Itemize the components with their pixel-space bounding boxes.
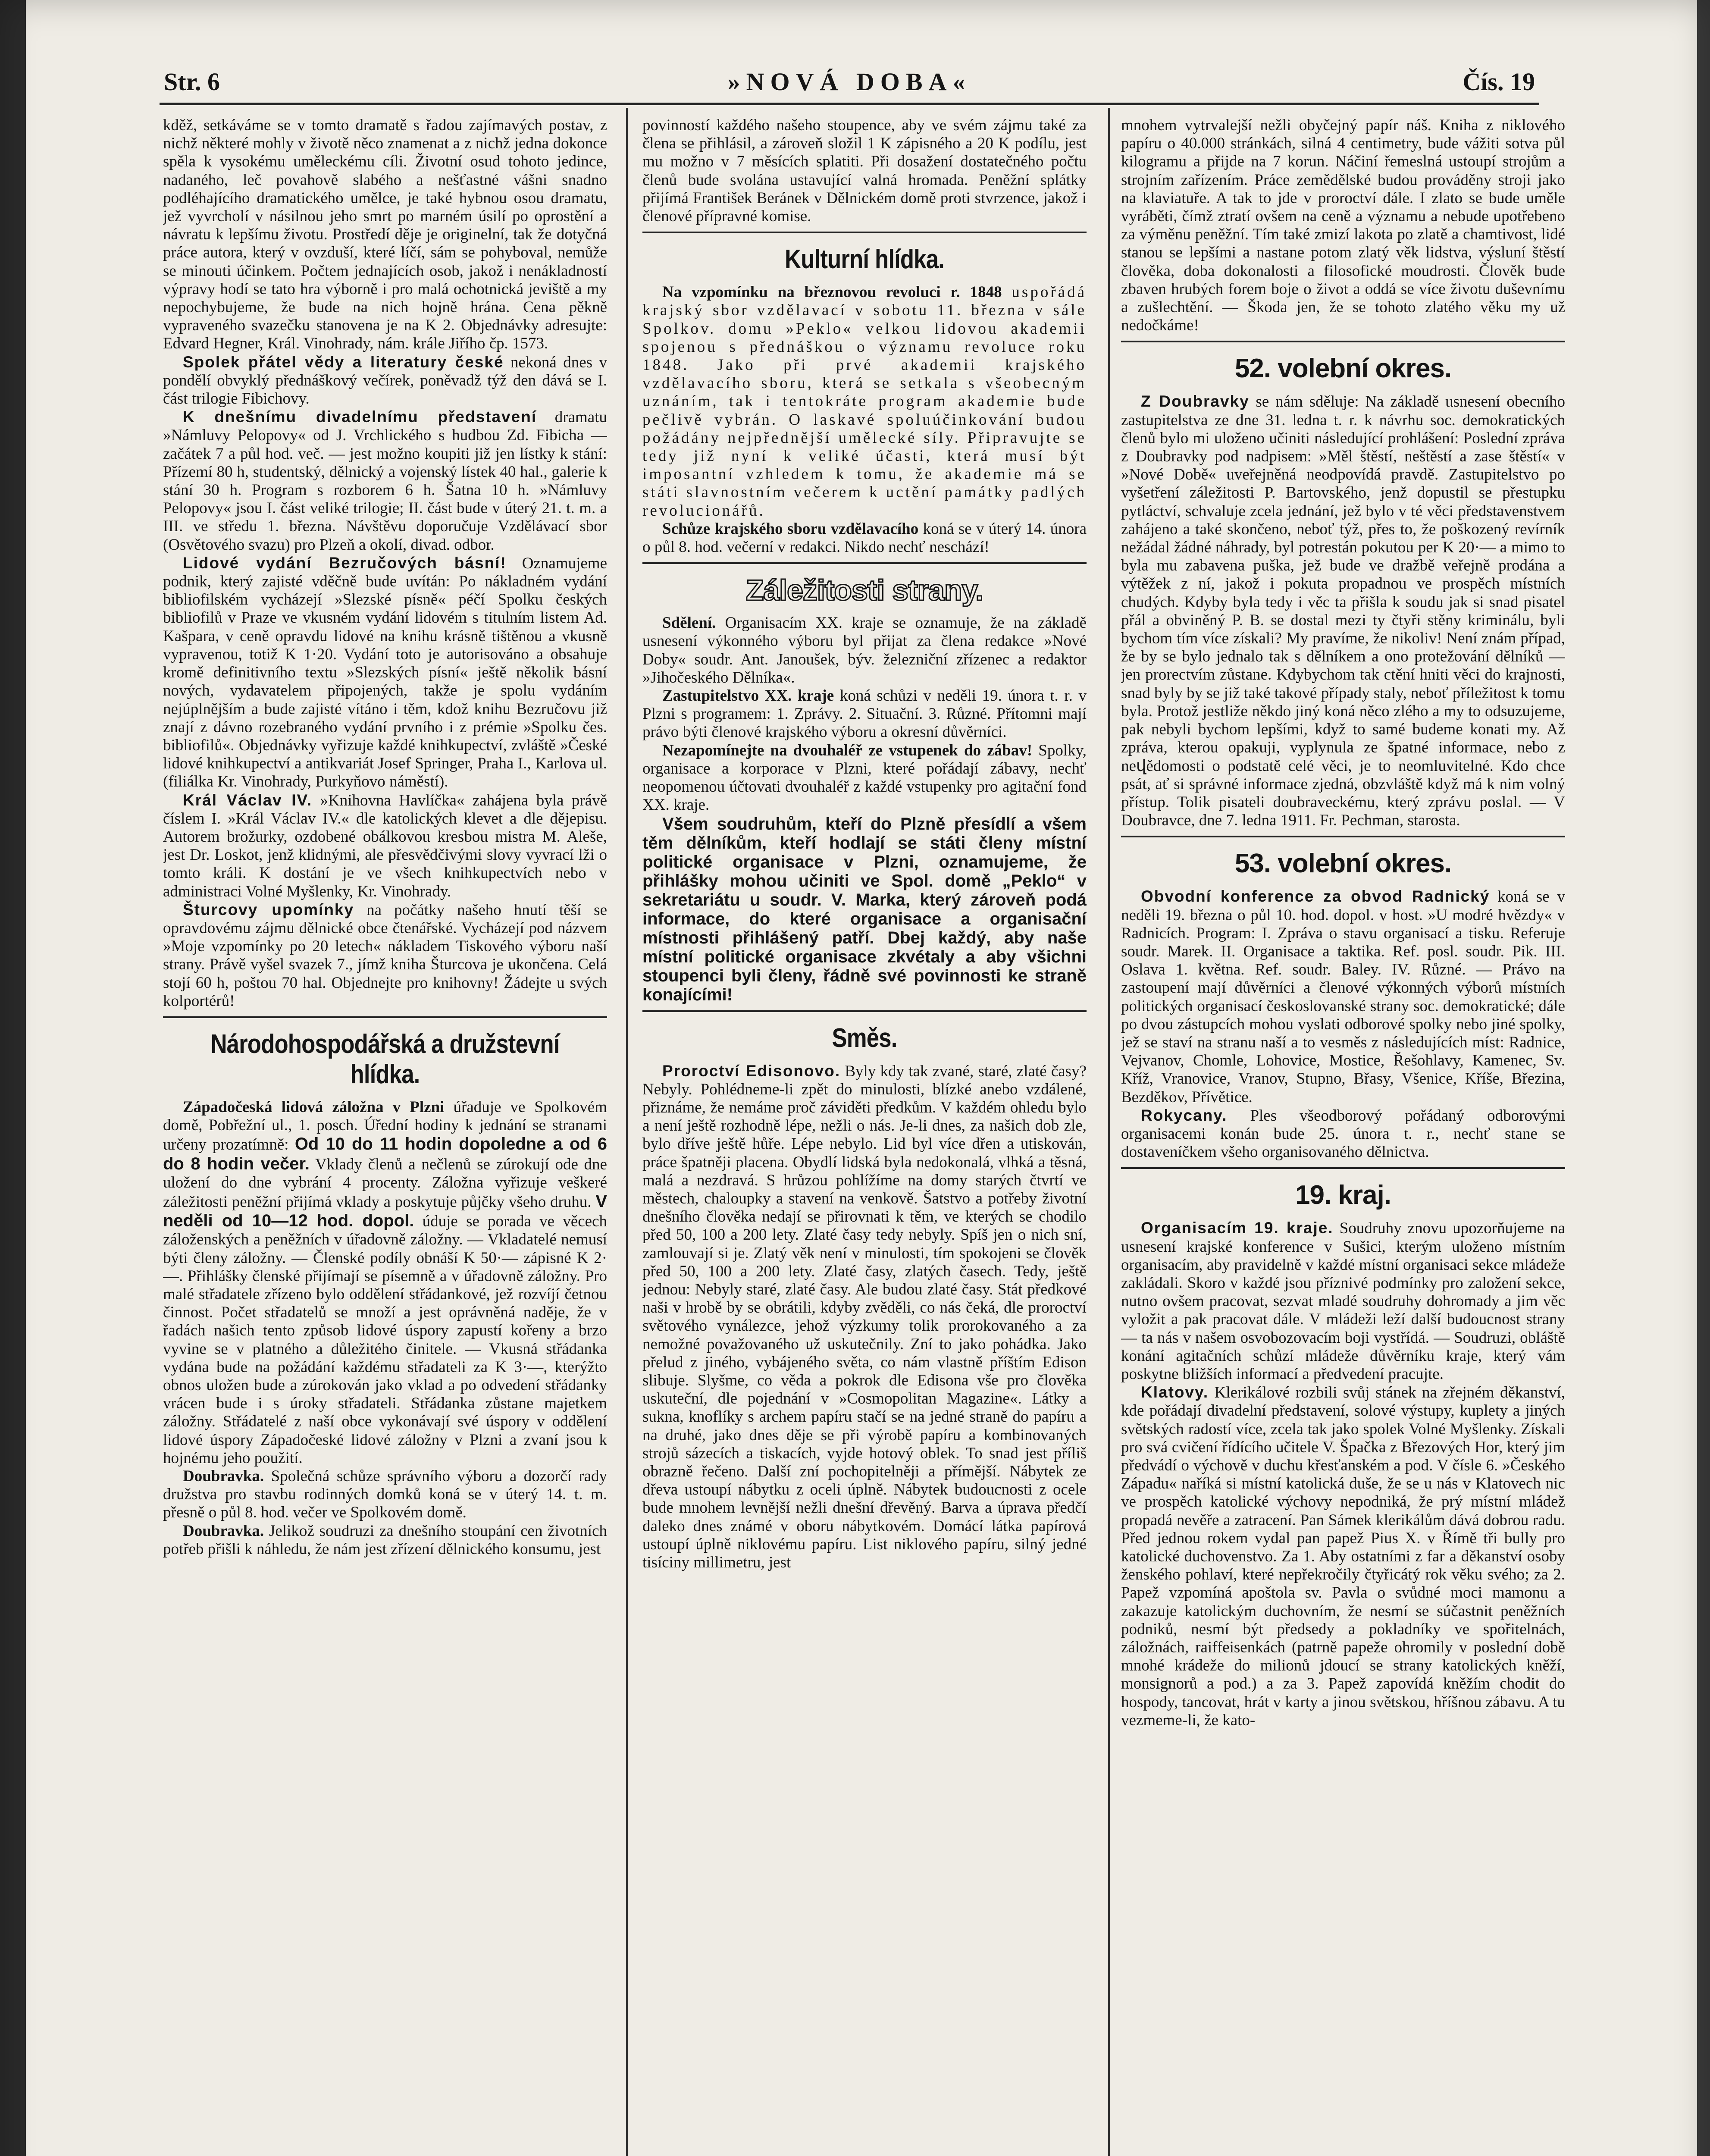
item-heading: K dnešnímu divadelnímu představení <box>183 408 537 426</box>
item-heading: Šturcovy upomínky <box>183 900 354 918</box>
item-emphasis: V neděli od 10—12 hod. dopol. <box>163 1191 607 1231</box>
article-item <box>642 687 1087 742</box>
article-item <box>163 791 607 901</box>
section-heading: Záležitosti strany. <box>745 574 983 607</box>
masthead-title: »NOVÁ DOBA« <box>727 68 971 96</box>
section-heading: Národohospodářská a družstevní hlídka. <box>210 1029 560 1089</box>
article-item <box>642 742 1087 815</box>
item-text: uspořádá krajský sbor vzdělavací v sobotu 11. března v sále Spolkov. domu »Peklo« velkou lidovou akademii spojenou s přednáškou o významu revoluce roku 1848. Jako při prvé akademii krajského vzdělavacího sboru, která se setkala s všeobecným uznáním, tak i tentokráte program akademie bude pečlivě vybrán. O laskavé spoluúčinkování budou požádány nejpřednější umělecké síly. Připravujte se tedy již nyní k veliké účasti, která musí být imposantní vzhledem k tomu, že akademie má se státi slavnostním večerem k uctění památky padlých revolucionářů. <box>642 283 1087 520</box>
item-heading: Západočeská lidová záložna v Plzni <box>183 1098 445 1116</box>
item-text: Organisacím XX. kraje se oznamuje, že na základě usnesení výkonného výboru byl přijat za člena redakce »Nové Doby« soudr. Ant. Janoušek, býv. železniční zřízenec a redaktor »Jihočeského Dělníka«. <box>642 614 1087 686</box>
column-divider-1 <box>626 108 628 2156</box>
item-heading: Doubravka. <box>183 1467 264 1485</box>
item-text: dramatu »Námluvy Pelopovy« od J. Vrchlického s hudbou Zd. Fibicha — začátek 7 a půl hod. več. — jest možno koupiti již jen lístky k stání: Přízemí 80 h, studentský, dělnický a vojenský lístek 40 hal., galerie k stání 30 h. Program s rozborem 6 h. Šatna 10 h. »Námluvy Pelopovy« jsou I. část veliké trilogie; II. část bude v úterý 21. t. m. a III. ve středu 1. března. Návštěvu doporučuje Vzdělávací sbor (Osvětového svazu) pro Plzeň a okolí, divad. odbor. <box>163 408 607 554</box>
item-text: Oznamujeme podnik, který zajisté vděčně bude uvítán: Po nákladném vydání bibliofilském vycházejí »Slezské písně« péčí Spolku českých bibliofilů v Praze ve vkusném vydání lidovém s titulním listem Ad. Kašpara, v ceně opravdu lidové na knihu krásně tištěnou a vkusně vypravenou, totiž K 1·20. Vydání toto je autorisováno a obsahuje kromě definitivního textu »Slezských písní« ještě několik básní nových, vydavatelem připojených, takže je spolu vydáním nejúplnějším a bude zajisté vítáno i těm, kdož knihu Bezručovu již znají z dávno rozebraného vydání prvního i z prémie »Spolku čes. bibliofilů«. Objednávky vyřizuje každé knihkupectví, zvláště »České lidové knihkupectví a antikvariát Josef Springer, Praha I., Karlova ul. (filiálka Kr. Vinohrady, Purkyňovo náměstí). <box>163 554 607 791</box>
item-text: na počátky našeho hnutí těší se opravdovému zájmu dělnické obce čtenářské. Vycházejí pod názvem »Moje vzpomínky po 20 letech« nákladem Tiskového výboru naší strany. Právě vyšel svazek 7., jímž kniha Šturcova je ukončena. Celá stojí 60 h, poštou 70 hal. Objednejte pro knihovny! Žádejte u svých kolportérů! <box>163 901 607 1010</box>
announcement: Všem soudruhům, kteří do Plzně přesídlí a všem těm dělníkům, kteří hodlají se státi členy místní politické organisace v Plzni, oznamujeme, že přihlášky mohou učiniti ve Spol. domě „Peklo“ v sekretariátu u soudr. V. Marka, který zároveň podá informace, do které organisace a organisační místnosti přihlášený patří. Dbej každý, aby naše místní politické organisace zkvétaly a aby všichni stoupenci byli členy, řádně své povinnosti ke straně konajícími! <box>642 814 1087 1004</box>
column-divider-2 <box>1108 108 1110 2156</box>
article-item <box>163 554 607 791</box>
article-text: kděž, setkáváme se v tomto dramatě s řadou zajímavých postav, z nichž některé mohly v životě něco znamenat a z nichž jedna dokonce spěla k vysokému uměleckému cíli. Životní osud tohoto jedince, nadaného, leč povahově slabého a nešťastné vášni snadno podléhajícího dramatického umělce, je také hybnou osou dramatu, jež vyvrcholí v násilnou jeho smrt po marném úsilí po oprostění a návratu k lepšímu životu. Prostředí děje je originelní, tak že dotyčná práce autora, který v ovzduší, které líčí, sám se pohyboval, nemůže se minouti účinkem. Počtem jednajících osob, jakož i nenákladností výpravy hodí se tato hra výborně i pro malá ochotnická jeviště a my nepochybujeme, že bude na nich hojně hrána. Cena pěkně vypraveného svazečku stanovena je na K 2. Objednávky adresujte: Edvard Hegner, Král. Vinohrady, nám. krále Jiřího čp. 1573. <box>163 116 607 353</box>
item-text: Spolky, organisace a korporace v Plzni, které pořádají zábavy, nechť neopomenou účtovati dvouhaléř z každé vstupenky pro agitační fond XX. kraje. <box>642 741 1087 814</box>
section-rule <box>1121 1167 1565 1169</box>
item-emphasis: Od 10 do 11 hodin dopoledne a od 6 do 8 hodin večer. <box>163 1134 607 1173</box>
article-text: mnohem vytrvalejší nežli obyčejný papír náš. Kniha z niklového papíru o 40.000 stránkách, silná 4 centimetry, bude vážiti sotva půl kilogramu a přijde na 7 korun. Náčiní řemeslná ustoupí strojům a strojním zařízením. Práce zemědělské budou prováděny stroji jako na klaviatuře. A tak to jde v proroctví dále. I zlato se bude uměle vyráběti, čímž ztratí ovšem na ceně a významu a nebude upotřebeno za výměnu peněžní. Tím také zmizí lakota po zlatě a chamtivost, lidé stanou se lepšími a nastane potom zlatý věk lidstva, výsluní štěstí člověka, doba dokonalosti a filosofické moudrosti. Člověk bude zbaven hrubých forem boje o život a oddá se více životu duševnímu a zušlechtění. — Škoda jen, že se tohoto zlatého věku my už nedočkáme! <box>1121 116 1565 335</box>
section-rule <box>642 562 1087 564</box>
section-rule <box>1121 341 1565 342</box>
section-heading: 53. volební okres. <box>1234 849 1452 879</box>
item-heading: Obvodní konference za obvod Radnický <box>1141 887 1490 906</box>
scan-edge-right <box>1697 0 1710 2156</box>
item-text: Klerikálové rozbili svůj stánek na zřejném děkanství, kde pořádají divadelní představení, solové výstupy, kuplety a jiných světských radostí více, zcela tak jako spolek Volné Myšlenky. Získali pro svá cvičení řídícího učitele V. Špačka z Březových Hor, který jim předvádí o výchově v duchu křesťanském a pod. V čísle 6. »Českého Západu« naříká si místní katolická duše, že se u nás v Klatovech nic ve prospěch katolické výchovy nepodniká, že prý místní mládež propadá nevěře a zatracení. Pan Sámek klerikálům dává dobrou radu. Před jednou rokem vydal pan papež Pius X. v Římě tři bully pro katolické duchovenstvo. Za 1. Aby ostatními z far a děkanství osoby ženského pohlaví, které nepřekročily čtyřicátý rok věku svého; za 2. Papež vzpomíná apoštola sv. Pavla o svůdné moci mamonu a zakazuje katolickým duchovním, že nesmí se súčastnit peněžních podniků, nesmí být předsedy a pokladníky ve spořitelnách, záložnách, raiffeisenkách (patrně papeže ohromily v poslední době mnohé krádeže do milionů jdoucí se strany katolických kněží, monsignorů a pod.) a za 3. Papež zapovídá kněžím chodit do hospody, tancovat, hrát v karty a jinou světskou, hříšnou zábavu. A tu vezmeme-li, že kato- <box>1121 1384 1565 1729</box>
item-text: Ples všeodborový pořádaný odborovými organisacemi konán bude 25. února t. r., nechť stane se dostaveníčkem všeho organisovaného dělnictva. <box>1121 1106 1565 1161</box>
item-heading: Schůze krajského sboru vzdělavacího <box>662 520 919 538</box>
item-heading: Organisacím 19. kraje. <box>1141 1219 1334 1237</box>
item-text: Jelikož soudruzi za dnešního stoupání cen životních potřeb přišli k náhledu, že nám jest zřízení dělnického konsumu, jest <box>163 1522 607 1558</box>
section-heading: Kulturní hlídka. <box>785 244 944 275</box>
section-heading: 52. volební okres. <box>1234 354 1452 384</box>
article-item <box>163 1098 607 1467</box>
item-heading: Na vzpomínku na březnovou revoluci r. 1848 <box>662 283 1002 301</box>
item-text: Vklady členů a nečlenů se zúrokují ode dne uložení do dne vybrání 4 procenty. Záložna vyřizuje veškeré záležitosti peněžní přijímá vklady a poskytuje půjčky všeho druhu. <box>163 1155 607 1211</box>
column-2 <box>642 116 1087 2156</box>
article-item <box>163 353 607 408</box>
article-item <box>642 283 1087 520</box>
item-text: Soudruhy znovu upozorňujeme na usnesení krajské konference v Sušici, kterým uloženo místním organisacím, aby pravidelně v každé místní organisaci sekce mládeže zakládali. Skoro v každé jsou příznivé podmínky pro založení sekce, nutno ovšem pracovat, sezvat mladé soudruhy dohromady a jim věc vyložit a pak pracovat dále. V mládeži leží další budoucnost strany — ta nás v našem osvobozovacím boji vystřídá. — Soudruzi, obláště konání agitačních schůzí mládeže důvěrníku kraje, který vám poskytne bližších informací a předvedení pracujte. <box>1121 1219 1565 1383</box>
issue-number: Čís. 19 <box>1463 68 1535 96</box>
article-item <box>1121 1383 1565 1730</box>
column-1 <box>163 116 607 2156</box>
scan-edge-left <box>0 0 26 2156</box>
article-item <box>1121 1106 1565 1162</box>
item-text: Společná schůze správního výboru a dozorčí rady družstva pro stavbu rodinných domků koná se v úterý 14. t. m. přesně o půl 8. hod. večer ve Spolkovém domě. <box>163 1467 607 1522</box>
article-item <box>642 614 1087 687</box>
article-item <box>163 408 607 554</box>
section-rule <box>642 1010 1087 1012</box>
item-heading: Spolek přátel vědy a literatury české <box>183 353 504 371</box>
article-item <box>163 1467 607 1522</box>
section-rule <box>163 1016 607 1018</box>
item-text: úduje se porada ve věcech záloženských a peněžních v úřadovně záložny. — Vkladatelé nemusí býti členy záložny. — Členské podíly obnáší K 50·— zápisné K 2·—. Přihlášky členské přijímají se písemně a v úřadovně záložny. Pro malé střadatele zřízeno bylo oddělení střádankové, jež rozvíjí četnou činnost. Počet střadatelů se množí a jest oprávněná naděje, že v řadách našich tento způsob lidové úspory zapustí kořeny a brzo vyvine se v platného a důležitého činitele. — Vkusná střádanka vydána bude na požádání každému střadateli za K 3·—, kterýžto obnos uložen bude a zúrokován jako vklad a po odvedení střádanky vrácen bude i s úroky střadateli. Střádanka zůstane majetkem záložny. Střádatelé z naší obce vykonávají své úspory v oddělení lidové úspory Západočeské lidové záložny v Plzni a zvaní jsou k hojnému jeho použití. <box>163 1213 607 1467</box>
article-item <box>1121 1219 1565 1383</box>
item-text: koná se v neděli 19. března o půl 10. hod. dopol. v host. »U modré hvězdy« v Radnicích. Program: I. Zpráva o stavu organisací a tisku. Referuje soudr. Marek. II. Organisace a taktika. Ref. posl. soudr. Pik. III. Oslava 1. května. Ref. soudr. Baley. IV. Různé. — Právo na zastoupení mají důvěrníci a členové výkonných výborů místních politických organisací českoslovanské strany soc. demokratické; dále po dvou zástupcích mohou vyslati odborové spolky nebo jiné spolky, jež se staví na stranu naší a to vesměs z následujících míst: Radnice, Vejvanov, Chomle, Lohovice, Mostice, Řešohlavy, Kamenec, Sv. Kříž, Vranovice, Vranov, Stupno, Břasy, Všenice, Kříše, Březina, Bezděkov, Přívětice. <box>1121 888 1565 1106</box>
section-heading: Směs. <box>832 1023 897 1053</box>
item-heading: Z Doubravky <box>1141 392 1250 411</box>
item-text: koná se v úterý 14. února o půl 8. hod. večerní v redakci. Nikdo nechť neschází! <box>642 520 1087 556</box>
item-heading: Doubravka. <box>183 1522 264 1540</box>
article-text: povinností každého našeho stoupence, aby ve svém zájmu také za člena se přihlásil, a zároveň složil 1 K zápisného a 20 K podílu, jest mu možno v 7 měsících splatiti. Při dosažení dostatečného počtu členů bude svolána ustavující valná hromada. Peněžní splátky přijímá František Beránek v Dělnickém domě proti stvrzence, jakož i členové přípravné komise. <box>642 116 1087 226</box>
page-header <box>164 65 1535 99</box>
article-item <box>1121 887 1565 1106</box>
item-text: »Knihovna Havlíčka« zahájena byla právě číslem I. »Král Václav IV.« dle katolických klevet a dle dějepisu. Autorem brožurky, ozdobené obálkovou kresbou mistra M. Aleše, jest Dr. Loskot, jenž klidnými, ale přesvědčivými slovy vyvrací lži o tomto králi. K dostání je ve všech knihkupectvích nebo v administraci Volné Myšlenky, Kr. Vinohrady. <box>163 791 607 900</box>
article-item <box>642 1062 1087 1572</box>
item-heading: Zastupitelstvo XX. kraje <box>662 687 834 705</box>
header-rule <box>160 103 1539 105</box>
article-item <box>642 520 1087 556</box>
item-heading: Sdělení. <box>662 614 716 632</box>
column-3 <box>1121 116 1565 2156</box>
item-text: se nám sděluje: Na základě usnesení obecního zastupitelstva ze dne 31. ledna t. r. k návrhu soc. demokratických členů bylo mi uloženo učiniti následující prohlášení: Poslední zpráva z Doubravky pod nadpisem: »Měl štěstí, neštěstí a zase štěstí« v »Nové Době« uveřejněná neodpovídá pravdě. Zastupitelstvo po vyšetření záležitosti P. Bartovského, jenž dopustil se přestupku pytláctví, schvaluje zcela jednání, jež bylo v té věci představenstvem zahájeno a také skončeno, neboť týž, přes to, že poškozený revírník nežádal žádné náhrady, byl potrestán pokutou per K 20·— a mimo to byla mu zabavena puška, jež bude ve dražbě veřejně prodána a výtěžek z ní, jakož i pokuta propadnou ve prospěch místních chudých. Kdyby byla tedy i věc ta přišla k soudu jak si snad pisatel přál a obviněný P. B. se dostal mezi ty čtyři stěny kriminálu, byli bychom tím více získali? My pravíme, že nikoliv! Není znám případ, že by se bylo jednalo tak s dělníkem a ono protežování dělníků — jen prorectvím zůstane. Kdybychom tak ctění hniti věci do krajnosti, snad byly by se již také takové případy staly, neboť příležitost k tomu byla. Protož jestliže někdo jiný koná něco zlého a my to odsuzujeme, pak nebyli bychom lepšími, když to samé budeme konati my. Až zpráva, kterou opakuji, vyplynula ze špatné informace, nebo z neվědomosti o podstatě celé věci, je to neomluvitelné. Kdo chce psát, ať si správné informace zjedná, obzvláště když má k nim volný přístup. Tolik pisateli doubraveckému, který zprávu poslal. — V Doubravce, dne 7. ledna 1911. Fr. Pechman, starosta. <box>1121 393 1565 830</box>
item-heading: Král Václav IV. <box>183 791 313 809</box>
section-rule <box>642 232 1087 233</box>
item-text: nekoná dnes v pondělí obvyklý přednáškový večírek, poněvadž týž den dává se I. část trilogie Fibichovy. <box>163 353 607 408</box>
section-heading: 19. kraj. <box>1295 1180 1391 1210</box>
item-heading: Rokycany. <box>1141 1106 1228 1124</box>
item-text: koná schůzi v neděli 19. února t. r. v Plzni s programem: 1. Zprávy. 2. Situační. 3. Různé. Přítomni mají právo býti členové krajského výboru a okresní důvěrníci. <box>642 687 1087 741</box>
item-heading: Lidové vydání Bezručových básní! <box>183 554 507 572</box>
item-heading: Nezapomínejte na dvouhaléř ze vstupenek do zábav! <box>662 741 1033 759</box>
article-item <box>1121 392 1565 830</box>
item-text: Byly kdy tak zvané, staré, zlaté časy? Nebyly. Pohlédneme-li zpět do minulosti, blízké anebo vzdálené, přiznáme, že nemáme proč záviděti předkům. V každém ohledu bylo a není ještě rozhodně lépe, nežli o nás. Je-li dnes, za našich dob zle, bylo dříve ještě hůře. Lépe nebylo. Lid byl více dřen a utiskován, práce špatněji placena. Obydlí lidská byla nedokonalá, vlhká a těsná, malá a nezdravá. S hrůzou pohlížíme na domy starých čtvrtí ve městech, chaloupky a stavení na venkově. Šatstvo a potřeby životní dnešního člověka nedají se přirovnati k těm, ve kterých se chodilo před 50, 100 a 200 lety. Zlaté časy tedy nebyly. Spíš jen o nich sní, zamlouvají si je. Zlatý věk není v minulosti, tím spokojeni se člověk před 50, 100 a 200 lety. Zlaté časy, zlatých časech. Tedy, ještě jednou: Nebyly staré, zlaté časy. Ale budou zlaté časy. Stát předkové naši v hrobě by se obrátili, kdyby zvěděli, co nás čeká, dle proroctví světového vynálezce, jehož výzkumy tolik prorokovaného a za nemožné považovaného už uskutečnily. Zní to jako pohádka. Jako přelud z jiného, vybájeného světa, co nám vlastně příštím Edison slibuje. Slyšme, co věda a pokrok dle Edisona vše pro člověka uskuteční, dle pojednání v »Cosmopolitan Magazine«. Látky a sukna, knoflíky s archem papíru stačí se na jedné straně do papíru a na druhé, jako dnes děje se při výrobě papíru a kombinovaných strojů sázecích a tiskacích, vyjde hotový oblek. To snad jest příliš obrazně řečeno. Další zní pochopitelněji a přímější. Nábytek ze dřeva ustoupí nábytku z oceli úplně. Nábytek budoucnosti z ocele bude mnohem levnější nežli dnešní dřevěný. Barva a úprava předčí daleko dnes známé v oboru nábytkovém. Domácí látka papírová ustoupí úplně niklovému papíru. List niklového papíru, silný jedné tisíciny millimetru, jest <box>642 1062 1087 1571</box>
page-number: Str. 6 <box>164 68 220 96</box>
item-heading: Klatovy. <box>1141 1383 1209 1401</box>
article-item <box>163 1522 607 1558</box>
item-heading: Proroctví Edisonovo. <box>662 1062 841 1080</box>
article-item <box>163 901 607 1010</box>
section-rule <box>1121 836 1565 837</box>
item-text: úřaduje ve Spolkovém domě, Pobřežní ul., 1. posch. Úřední hodiny k jednání se stranami určeny prozatímně: <box>163 1098 607 1154</box>
